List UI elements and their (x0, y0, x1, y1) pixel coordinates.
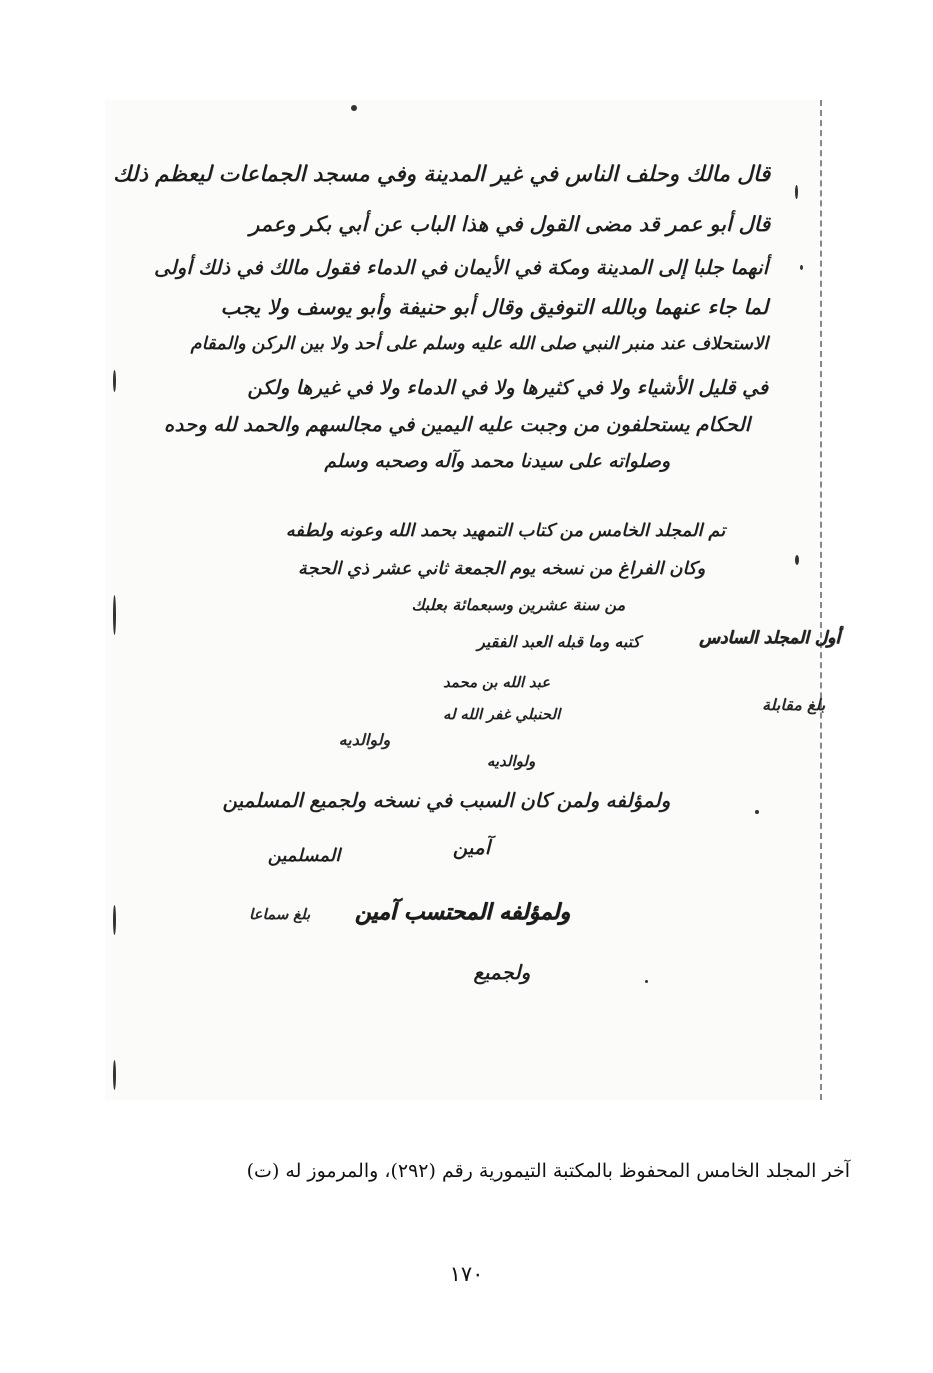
ink-dot (351, 105, 357, 111)
manuscript-image (105, 100, 840, 1100)
ink-mark (755, 810, 759, 814)
ink-mark (113, 905, 116, 935)
figure-caption: آخر المجلد الخامس المحفوظ بالمكتبة التيمورية رقم (٢٩٢)، والمرموز له (ت) (246, 1160, 850, 1182)
manuscript-line: الاستحلاف عند منبر النبي صلى الله عليه وسلم على أحد ولا بين الركن والمقام (190, 333, 768, 354)
colophon-line: ولوالديه (486, 752, 535, 770)
colophon-line: آمين (452, 835, 490, 859)
manuscript-line: قال أبو عمر قد مضى القول في هذا الباب عن أبي بكر وعمر (249, 212, 770, 236)
margin-note: بلغ سماعا (248, 905, 310, 923)
colophon-line: وكان الفراغ من نسخه يوم الجمعة ثاني عشر ذي الحجة (297, 558, 705, 579)
colophon-line: ولمؤلفه ولمن كان السبب في نسخه ولجميع المسلمين (222, 788, 670, 812)
margin-note: بلغ مقابلة (761, 695, 825, 714)
ink-mark (113, 595, 116, 635)
manuscript-line: لما جاء عنهما وبالله التوفيق وقال أبو حنيفة وأبو يوسف ولا يجب (220, 295, 768, 319)
colophon-line: تم المجلد الخامس من كتاب التمهيد بحمد الله وعونه ولطفه (285, 520, 725, 541)
colophon-line: من سنة عشرين وسبعمائة بعلبك (411, 595, 625, 614)
manuscript-line: في قليل الأشياء ولا في كثيرها ولا في الدماء ولا في غيرها ولكن (247, 375, 768, 399)
margin-note: ولوالديه (338, 730, 390, 749)
ink-mark (800, 265, 803, 270)
manuscript-line: أنهما جلبا إلى المدينة ومكة في الأيمان في الدماء فقول مالك في ذلك أولى (153, 255, 768, 279)
colophon-line: ولمؤلفه المحتسب آمين (354, 900, 570, 925)
ink-mark (113, 370, 116, 392)
manuscript-line: قال مالك وحلف الناس في غير المدينة وفي مسجد الجماعات ليعظم ذلك (112, 162, 770, 187)
ink-mark (645, 980, 648, 983)
colophon-line: كتبه وما قبله العبد الفقير (476, 632, 640, 651)
ink-mark (795, 185, 798, 199)
page-number: ١٧٠ (449, 1262, 484, 1286)
colophon-line: ولجميع (473, 960, 530, 984)
ink-mark (113, 1060, 116, 1090)
colophon-line: عبد الله بن محمد (442, 673, 550, 691)
margin-note: أول المجلد السادس (699, 628, 840, 648)
colophon-line: الحنبلي غفر الله له (442, 705, 560, 723)
colophon-line: المسلمين (267, 845, 340, 866)
manuscript-text (105, 100, 840, 1100)
manuscript-line: الحكام يستحلفون من وجبت عليه اليمين في مجالسهم والحمد لله وحده (163, 412, 750, 436)
ink-mark (795, 555, 799, 565)
manuscript-line: وصلواته على سيدنا محمد وآله وصحبه وسلم (324, 450, 670, 472)
